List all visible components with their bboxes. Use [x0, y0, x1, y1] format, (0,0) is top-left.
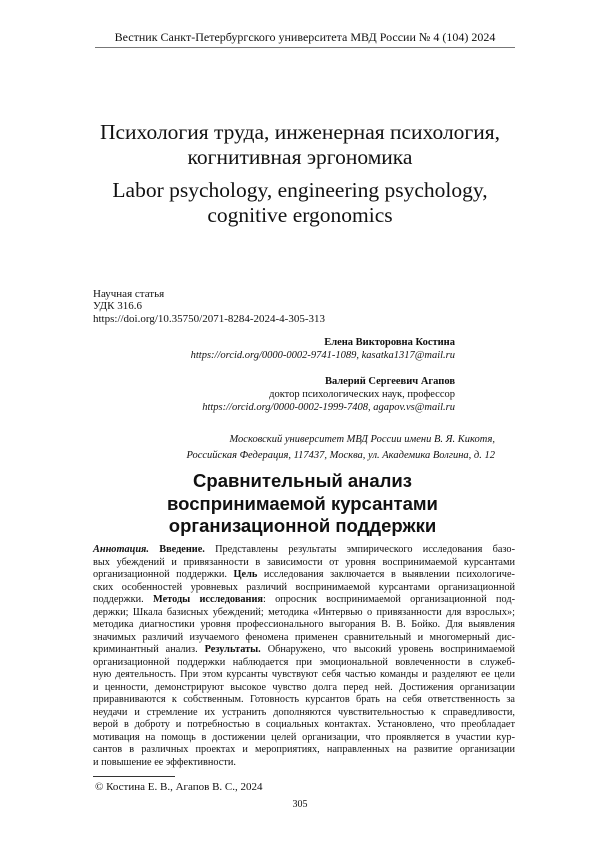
author-block-2 [202, 375, 455, 414]
affiliation-line-1: Московский университет МВД России имени В. Я. Кикотя, [229, 434, 495, 445]
abstract-text-run [149, 544, 159, 555]
abstract-text-run: поддержки. [93, 594, 154, 605]
article-title-line-1: Сравнительный анализ [193, 470, 412, 491]
header-divider [95, 47, 515, 48]
abstract-line [93, 732, 515, 745]
article-meta [93, 288, 325, 325]
abstract-line [93, 632, 515, 645]
copyright-notice: © Костина Е. В., Агапов В. С., 2024 [95, 781, 263, 793]
abstract-text-run: Представлены результаты эмпирического исследования базо- [204, 544, 516, 555]
abstract-line [93, 569, 515, 582]
abstract-text-run: мотивация на помощь в достижении целей организации, что проявляется в участии кур- [93, 731, 515, 743]
abstract-line [93, 757, 515, 770]
abstract-text-run: приравниваются к собственным. Готовность курсантов брать на себя ответственность за [93, 694, 515, 705]
article-title-line-2: воспринимаемой курсантами [167, 492, 438, 514]
abstract-line [93, 607, 515, 620]
author-block-1 [191, 336, 455, 362]
doi-link[interactable]: https://doi.org/10.35750/2071-8284-2024-4-305-313 [93, 312, 326, 325]
abstract-line [93, 557, 515, 570]
abstract-line [93, 719, 515, 732]
article-title [60, 470, 545, 538]
abstract-line [93, 707, 515, 720]
abstract-text-run: методика диагностики уровня профессионального выгорания В. В. Бойко. Для выявления [93, 619, 515, 630]
abstract-line [93, 544, 515, 557]
abstract-text-run: исследования заключается в выявлении психологиче- [257, 569, 515, 580]
abstract-line [93, 657, 515, 670]
abstract-text-run: Аннотация. [93, 544, 149, 555]
section-title-en-2: cognitive ergonomics [207, 203, 393, 227]
abstract-line [93, 594, 515, 607]
abstract-text-run: организационной поддержки. [93, 569, 234, 580]
abstract-line [93, 694, 515, 707]
abstract-line [93, 682, 515, 695]
abstract-text-run: организационной поддержки наблюдается при эмоциональной вовлеченности в служеб- [93, 656, 515, 668]
abstract-text-run: Методы исследования [153, 594, 263, 605]
abstract-text-run: и ценности, демонстрируют высокое чувство долга перед ней. Достижения организации [93, 681, 515, 693]
abstract-text-run: Результаты. [204, 644, 261, 655]
abstract-text-run: верой в доброту и потребностью в социальных контактах. Установлено, что преобладает [93, 719, 515, 730]
abstract-text-run: Введение. [159, 544, 205, 555]
affiliation-line-2: Российская Федерация, 117437, Москва, ул. Академика Волгина, д. 12 [186, 450, 495, 461]
page-number: 305 [292, 799, 308, 810]
abstract-text-run: ских особенностей уровневых различий воспринимаемой курсантами организационной [93, 581, 515, 593]
section-title-ru-2: когнитивная эргономика [187, 145, 413, 169]
abstract-line [93, 744, 515, 757]
author-degree: доктор психологических наук, профессор [269, 389, 455, 400]
abstract-line [93, 582, 515, 595]
abstract-text-run: сантов в различных проектах и мероприятиях, направленных на развитие организации [93, 744, 515, 755]
abstract-line [93, 669, 515, 682]
author-name: Елена Викторовна Костина [324, 337, 455, 348]
author-contact[interactable]: https://orcid.org/0000-0002-1999-7408, agapov.vs@mail.ru [202, 402, 455, 413]
abstract-text-run: держки; Шкала базисных убеждений; методика «Интервью о привязанности для взрослых»; [93, 606, 515, 618]
abstract-text-run: вых убеждений и привязанности в зависимости от уровня воспринимаемой курсантами [93, 556, 515, 568]
abstract-text-run: и повышение ее эффективности. [93, 756, 236, 768]
section-title-en-1: Labor psychology, engineering psychology, [112, 178, 488, 202]
abstract [93, 544, 515, 769]
article-type: Научная статья [93, 288, 165, 300]
article-title-line-3: организационной поддержки [168, 515, 437, 536]
abstract-text-run: Цель [233, 569, 258, 580]
section-title-ru-1: Психология труда, инженерная психология, [99, 120, 501, 144]
running-header: Вестник Санкт-Петербургского университета МВД России № 4 (104) 2024 [114, 30, 496, 44]
abstract-text-run: Обнаружено, что высокий уровень воспринимаемой [260, 644, 515, 655]
abstract-text-run: ную деятельность. При этом курсанты чувствуют себя частью команды и разделяют ее цели [93, 669, 515, 680]
author-name: Валерий Сергеевич Агапов [324, 376, 455, 387]
abstract-line [93, 619, 515, 632]
udc-code: УДК 316.6 [93, 300, 143, 313]
abstract-text-run: значимых различий изучаемого феномена применен сравнительный и многомерный дис- [93, 631, 515, 643]
author-contact[interactable]: https://orcid.org/0000-0002-9741-1089, kasatka1317@mail.ru [190, 350, 455, 361]
abstract-text-run: неудачи и стремление их устранить дополняются чувствительностью к справедливости, [93, 706, 515, 718]
footnote-divider [93, 776, 175, 777]
abstract-text-run: криминантный анализ. [93, 644, 205, 655]
abstract-line [93, 644, 515, 657]
abstract-text-run: : опросник воспринимаемой организационной под- [262, 594, 516, 605]
affiliation [186, 432, 495, 464]
